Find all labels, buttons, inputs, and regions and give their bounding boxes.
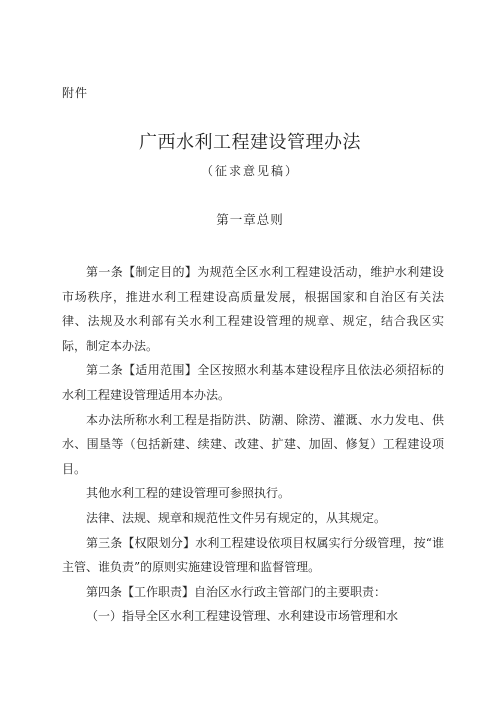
attachment-label: 附件: [62, 86, 89, 100]
paragraph-article-2: 第二条【适用范围】全区按照水利基本建设程序且依法必须招标的水利工程建设管理适用本办法。: [62, 363, 444, 402]
chapter-heading: 第一章总则: [216, 212, 284, 227]
paragraph-article-4: 第四条【工作职责】自治区水行政主管部门的主要职责：: [86, 584, 387, 599]
paragraph-item-1: （一）指导全区水利工程建设管理、水利建设市场管理和水: [86, 609, 399, 624]
paragraph-article-3: 第三条【权限划分】水利工程建设依项目权属实行分级管理，按“谁主管、谁负责”的原则实施建设管理和监督管理。: [62, 535, 444, 575]
paragraph-reference: 其他水利工程的建设管理可参照执行。: [86, 486, 291, 501]
paragraph-definition: 本办法所称水利工程是指防洪、防潮、除涝、灌溉、水力发电、供水、围垦等（包括新建、续建、改建、扩建、加固、修复）工程建设项目。: [62, 412, 444, 476]
document-body: [62, 260, 444, 629]
document-title: 广西水利工程建设管理办法: [139, 132, 361, 153]
paragraph-exception: 法律、法规、规章和规范性文件另有规定的，从其规定。: [86, 510, 387, 525]
document-subtitle: （征求意见稿）: [200, 164, 299, 178]
paragraph-article-1: 第一条【制定目的】为规范全区水利工程建设活动，维护水利建设市场秩序，推进水利工程建设高质量发展，根据国家和自治区有关法律、法规及水利部有关水利工程建设管理的规章、规定，结合我区实际，制定本办法。: [62, 265, 444, 353]
